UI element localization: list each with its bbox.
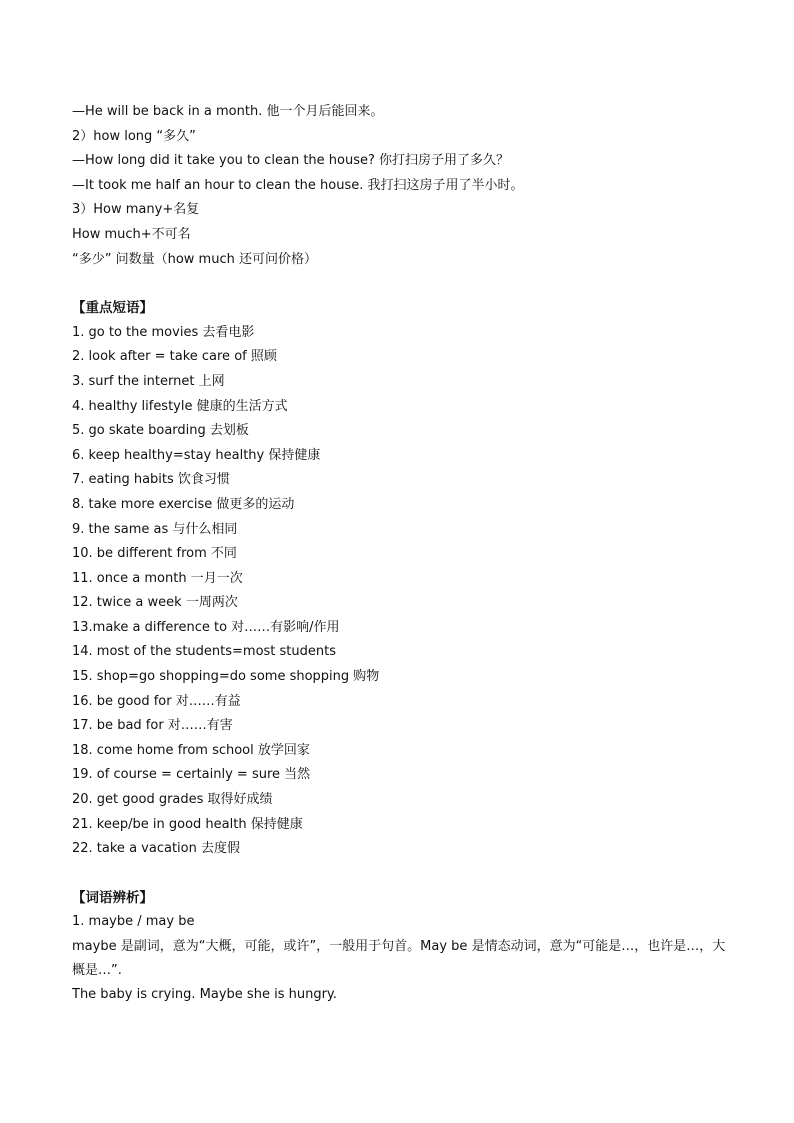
- phrase-item: 3. surf the internet 上网: [72, 373, 225, 389]
- phrase-item: 8. take more exercise 做更多的运动: [72, 496, 295, 512]
- phrase-item: 17. be bad for 对……有害: [72, 718, 233, 734]
- phrase-item: 9. the same as 与什么相同: [72, 521, 238, 537]
- phrase-item: 7. eating habits 饮食习惯: [72, 472, 230, 488]
- phrase-item: 19. of course = certainly = sure 当然: [72, 767, 311, 783]
- phrase-item: 15. shop=go shopping=do some shopping 购物: [72, 669, 380, 685]
- intro-line: “多少” 问数量（how much 还可问价格）: [72, 251, 317, 267]
- analysis-paragraph: maybe 是副词，意为“大概，可能，或许”，一般用于句首。May be 是情态动词，意为“可能是…，也许是…，大概是…”.: [72, 939, 726, 978]
- phrase-item: 10. be different from 不同: [72, 546, 237, 562]
- phrases-section: [72, 296, 732, 862]
- intro-line: —How long did it take you to clean the house? 你打扫房子用了多久？: [72, 153, 510, 169]
- intro-line: —It took me half an hour to clean the house. 我打扫这房子用了半小时。: [72, 177, 524, 193]
- phrase-item: 6. keep healthy=stay healthy 保持健康: [72, 447, 321, 463]
- phrase-item: 11. once a month 一月一次: [72, 570, 243, 586]
- phrase-item: 14. most of the students=most students: [72, 644, 337, 660]
- phrase-item: 21. keep/be in good health 保持健康: [72, 816, 303, 832]
- phrase-item: 5. go skate boarding 去划板: [72, 423, 249, 439]
- section-gap: [72, 862, 732, 886]
- phrases-heading: 【重点短语】: [72, 300, 153, 317]
- phrase-item: 2. look after = take care of 照顾: [72, 349, 277, 365]
- intro-line: 3）How many+名复: [72, 202, 200, 218]
- phrase-item: 12. twice a week 一周两次: [72, 595, 238, 611]
- intro-line: 2）how long “多久”: [72, 128, 196, 144]
- intro-line: How much+不可名: [72, 226, 191, 242]
- analysis-section: [72, 886, 732, 1008]
- document-page: [72, 100, 732, 1008]
- phrase-item: 16. be good for 对……有益: [72, 693, 241, 709]
- analysis-heading: 【词语辨析】: [72, 889, 153, 906]
- phrase-item: 22. take a vacation 去度假: [72, 841, 240, 857]
- analysis-example: The baby is crying. Maybe she is hungry.: [72, 987, 337, 1002]
- intro-section: [72, 100, 732, 272]
- phrase-item: 1. go to the movies 去看电影: [72, 324, 255, 340]
- phrase-item: 20. get good grades 取得好成绩: [72, 792, 273, 808]
- phrase-item: 18. come home from school 放学回家: [72, 742, 310, 758]
- phrase-item: 13.make a difference to 对……有影响/作用: [72, 619, 340, 635]
- phrase-item: 4. healthy lifestyle 健康的生活方式: [72, 398, 288, 414]
- analysis-item-title: 1. maybe / may be: [72, 914, 195, 930]
- section-gap: [72, 272, 732, 296]
- intro-line: —He will be back in a month. 他一个月后能回来。: [72, 104, 384, 119]
